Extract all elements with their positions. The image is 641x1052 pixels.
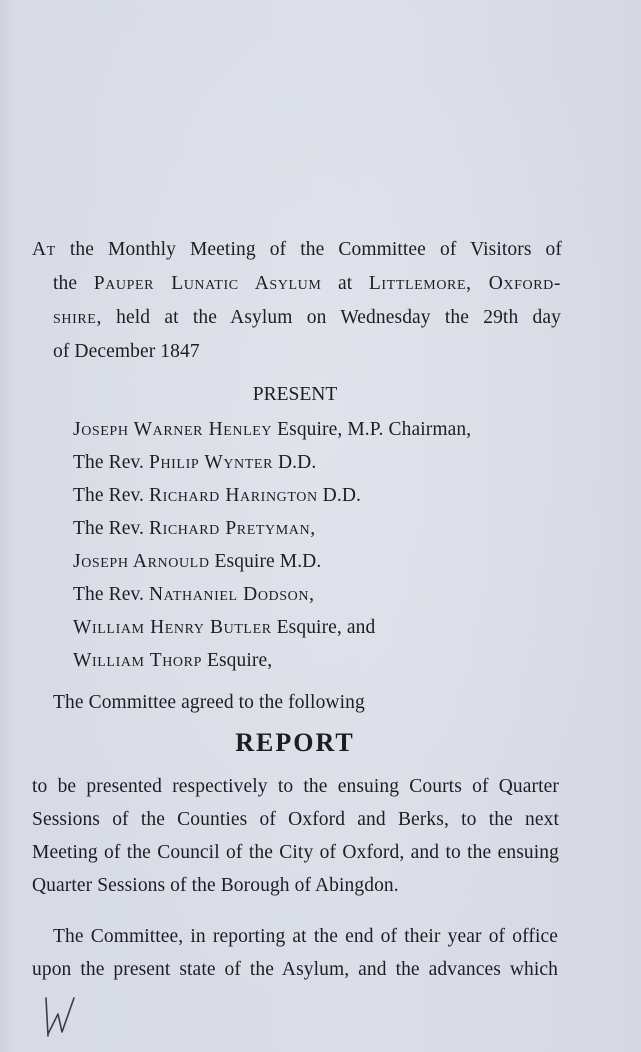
report-heading: REPORT (235, 728, 355, 757)
place-name: Littlemore, Oxford- (368, 273, 561, 294)
member-suffix: Esquire, and (271, 617, 376, 638)
member-line (73, 550, 321, 574)
member-name: Joseph Arnould (73, 551, 210, 572)
member-line (73, 451, 316, 475)
member-suffix: D.D. (273, 452, 317, 473)
meeting-line-3-text: held at the Asylum on Wednesday the 29th day (101, 307, 561, 328)
meeting-line-3 (53, 306, 561, 330)
body-line-2: upon the present state of the Asylum, and the advances which (32, 959, 558, 980)
report-line-3: Meeting of the Council of the City of Oxford, and to the ensuing (32, 842, 559, 863)
member-suffix: Esquire, (201, 650, 273, 671)
report-line-1: to be presented respectively to the ensuing Courts of Quarter (32, 776, 559, 797)
meeting-line-2-at: at (321, 273, 369, 294)
member-line (73, 616, 375, 640)
meeting-line-1-text: the Monthly Meeting of the Committee of Visitors of (55, 239, 562, 260)
meeting-date-line: of December 1847 (53, 341, 200, 362)
member-prefix: The Rev. (73, 452, 149, 473)
member-line (73, 517, 316, 541)
report-line-4: Quarter Sessions of the Borough of Abingdon. (32, 875, 399, 896)
pencil-mark-icon (40, 990, 80, 1040)
member-prefix: The Rev. (73, 518, 149, 539)
member-name: William Thorp (73, 650, 202, 671)
shire-word: shire, (53, 307, 102, 328)
member-name: Joseph Warner Henley (73, 419, 273, 440)
asylum-name: Pauper Lunatic Asylum (93, 273, 322, 294)
member-name: Philip Wynter (149, 452, 274, 473)
member-suffix: Esquire, M.P. Chairman, (272, 419, 472, 440)
meeting-line-2-the: the (53, 273, 94, 294)
member-suffix: D.D. (317, 485, 361, 506)
member-line (73, 649, 272, 673)
meeting-at: At (32, 239, 56, 260)
member-name: Richard Pretyman, (149, 518, 316, 539)
member-name: Richard Harington (149, 485, 318, 506)
meeting-line-1 (32, 238, 562, 262)
member-line (73, 418, 471, 442)
present-heading: PRESENT (252, 384, 338, 405)
meeting-line-2 (53, 272, 561, 296)
member-line (73, 484, 361, 508)
member-prefix: The Rev. (73, 485, 149, 506)
member-prefix: The Rev. (73, 584, 149, 605)
member-name: William Henry Butler (73, 617, 272, 638)
report-line-2: Sessions of the Counties of Oxford and Berks, to the next (32, 809, 559, 830)
body-line-1: The Committee, in reporting at the end of their year of office (53, 926, 558, 947)
member-name: Nathaniel Dodson, (149, 584, 315, 605)
member-suffix: Esquire M.D. (209, 551, 322, 572)
agreed-line: The Committee agreed to the following (53, 692, 365, 713)
member-line (73, 583, 315, 607)
